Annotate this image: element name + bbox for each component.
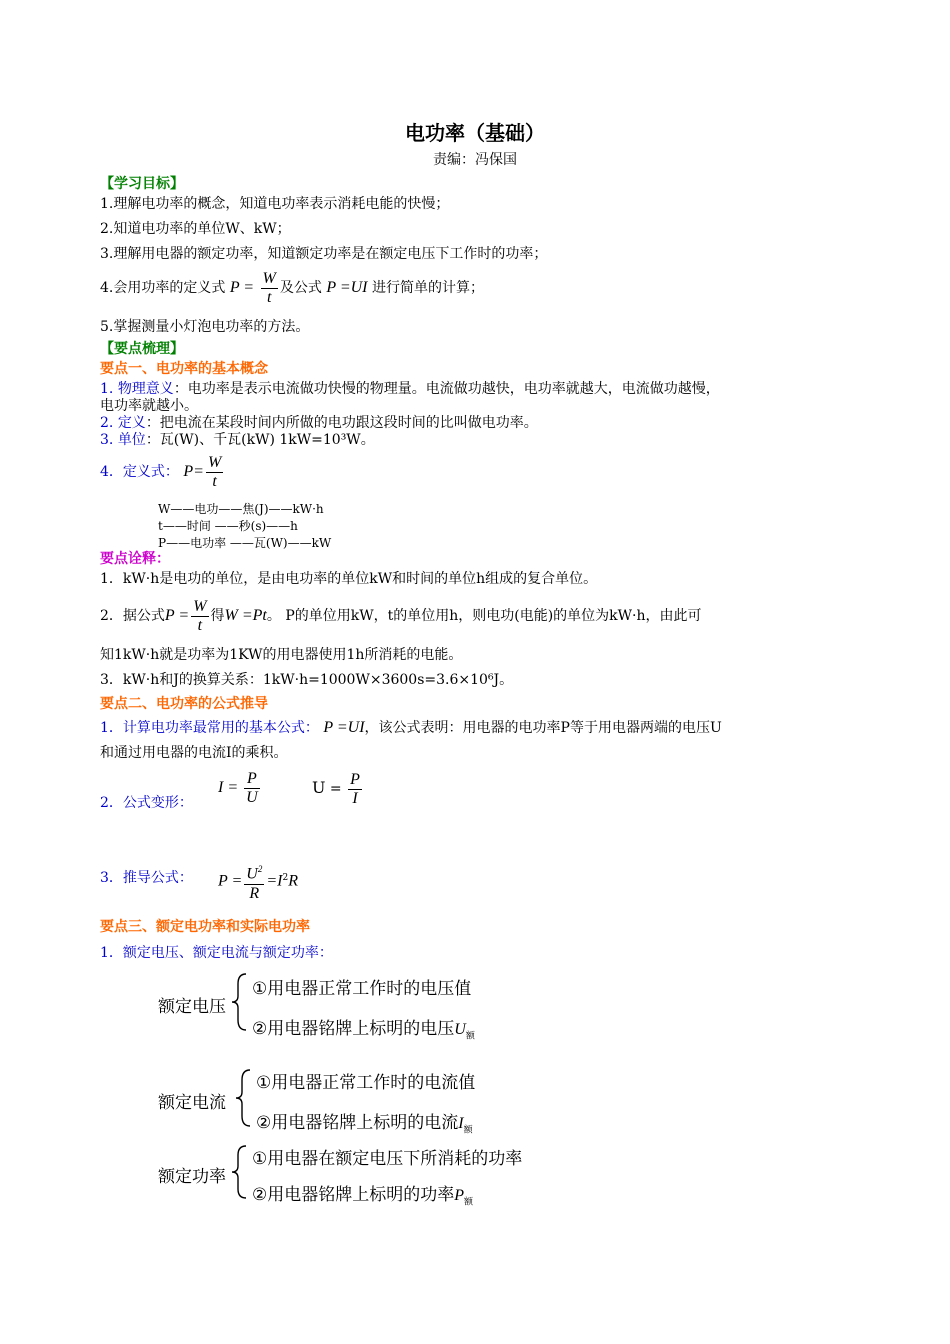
fraction-w-over-t: $\frac{W}{t}$ <box>262 269 276 306</box>
point-1-line-1: 1. 物理意义：电功率是表示电流做功快慢的物理量。电流做功越快，电功率就越大，电流做功越慢， <box>100 381 720 397</box>
rated-voltage-block: 额定电压 ①用电器正常工作时的电压值 ②用电器铭牌上标明的电压$U_额$ <box>158 970 538 1040</box>
rated-power-item-2: ②用电器铭牌上标明的功率 <box>252 1185 455 1205</box>
point-1-line-4: 4．定义式： P= $\frac{W}{t}$ <box>100 453 222 490</box>
goal-4-text-c: 进行简单的计算； <box>371 280 484 296</box>
term-definition: 定义 <box>117 415 146 431</box>
point-1-line-3: 3. 单位：瓦(W)、千瓦(kW) 1kW=10³W。 <box>100 432 375 448</box>
term-physical-meaning: 物理意义 <box>117 381 174 397</box>
point-1-heading: 要点一、电功率的基本概念 <box>100 361 268 377</box>
rated-current-label: 额定电流 <box>158 1093 226 1113</box>
note-2: 2．据公式P = $\frac{W}{t}$ 得W =Pt。 P的单位用kW，t的单位用h，则电功(电能)的单位为kW·h，由此可 <box>100 597 702 634</box>
rated-power-item-1: ①用电器在额定电压下所消耗的功率 <box>252 1149 523 1169</box>
goal-2: 2.知道电功率的单位W、kW； <box>100 221 291 237</box>
point-2-line-3: 3．推导公式： <box>100 870 193 886</box>
section-goals-heading: 【学习目标】 <box>100 176 184 192</box>
formula-derived: P = $\frac{U^2}{R}$ $=I^2R$ <box>218 858 298 903</box>
brace-icon <box>230 972 250 1032</box>
rated-current-item-1: ①用电器正常工作时的电流值 <box>256 1073 476 1093</box>
goal-4: 4.会用功率的定义式 P = $\frac{W}{t}$ 及公式 P =UI 进行简单的计算； <box>100 269 484 306</box>
page-title: 电功率（基础） <box>405 121 545 145</box>
goal-3: 3.理解用电器的额定功率，知道额定功率是在额定电压下工作时的功率； <box>100 246 548 262</box>
formula-p: P <box>229 279 240 296</box>
point-3-line-1: 1．额定电压、额定电流与额定功率： <box>100 945 333 961</box>
brace-icon <box>230 1144 250 1200</box>
goal-4-text-a: 4.会用功率的定义式 <box>100 280 226 296</box>
point-3-heading: 要点三、额定电功率和实际电功率 <box>100 919 310 935</box>
formula-i-equals-p-over-u: I = $\frac{P}{U}$ <box>218 769 258 806</box>
fraction-w-over-t-2: $\frac{W}{t}$ <box>207 453 222 490</box>
note-2-cont: 知1kW·h就是功率为1KW的用电器使用1h所消耗的电能。 <box>100 647 463 663</box>
formula-u-equals-p-over-i: U = $\frac{P}{I}$ <box>312 770 360 807</box>
unit-line-p: P——电功率 ——瓦(W)——kW <box>158 536 332 550</box>
goal-5: 5.掌握测量小灯泡电功率的方法。 <box>100 319 310 335</box>
rated-voltage-item-1: ①用电器正常工作时的电压值 <box>252 979 472 999</box>
rated-voltage-label: 额定电压 <box>158 997 226 1017</box>
unit-line-w: W——电功——焦(J)——kW·h <box>158 502 324 516</box>
rated-power-label: 额定功率 <box>158 1167 226 1187</box>
point-2-line-2: 2．公式变形： <box>100 795 193 811</box>
rated-voltage-item-2: ②用电器铭牌上标明的电压 <box>252 1019 455 1039</box>
editor-line: 责编：冯保国 <box>433 152 517 168</box>
point-2-heading: 要点二、电功率的公式推导 <box>100 696 268 712</box>
point-1-line-2: 2. 定义：把电流在某段时间内所做的电功跟这段时间的比叫做电功率。 <box>100 415 538 431</box>
point-2-line-1-cont: 和通过用电器的电流I的乘积。 <box>100 745 288 761</box>
note-3: 3．kW·h和J的换算关系：1kW·h=1000W×3600s=3.6×10⁶J。 <box>100 672 514 688</box>
rated-power-block: 额定功率 ①用电器在额定电压下所消耗的功率 ②用电器铭牌上标明的功率$P_额$ <box>158 1142 558 1212</box>
point-2-line-1: 1．计算电功率最常用的基本公式： P =UI，该公式表明：用电器的电功率P等于用电器两端的电压U <box>100 719 722 736</box>
unit-line-t: t——时间 ——秒(s)——h <box>158 519 298 533</box>
brace-icon <box>234 1068 254 1128</box>
goal-4-text-b: 及公式 <box>279 280 322 296</box>
goal-1: 1.理解电功率的概念，知道电功率表示消耗电能的快慢； <box>100 196 450 212</box>
notes-heading: 要点诠释： <box>100 551 170 567</box>
term-unit: 单位 <box>117 432 146 448</box>
rated-current-block: 额定电流 ①用电器正常工作时的电流值 ②用电器铭牌上标明的电流$I_额$ <box>158 1066 538 1136</box>
rated-current-item-2: ②用电器铭牌上标明的电流 <box>256 1113 459 1133</box>
section-points-heading: 【要点梳理】 <box>100 341 184 357</box>
point-1-line-1-cont: 电功率就越小。 <box>100 398 198 414</box>
note-1: 1．kW·h是电功的单位，是由电功率的单位kW和时间的单位h组成的复合单位。 <box>100 571 598 587</box>
